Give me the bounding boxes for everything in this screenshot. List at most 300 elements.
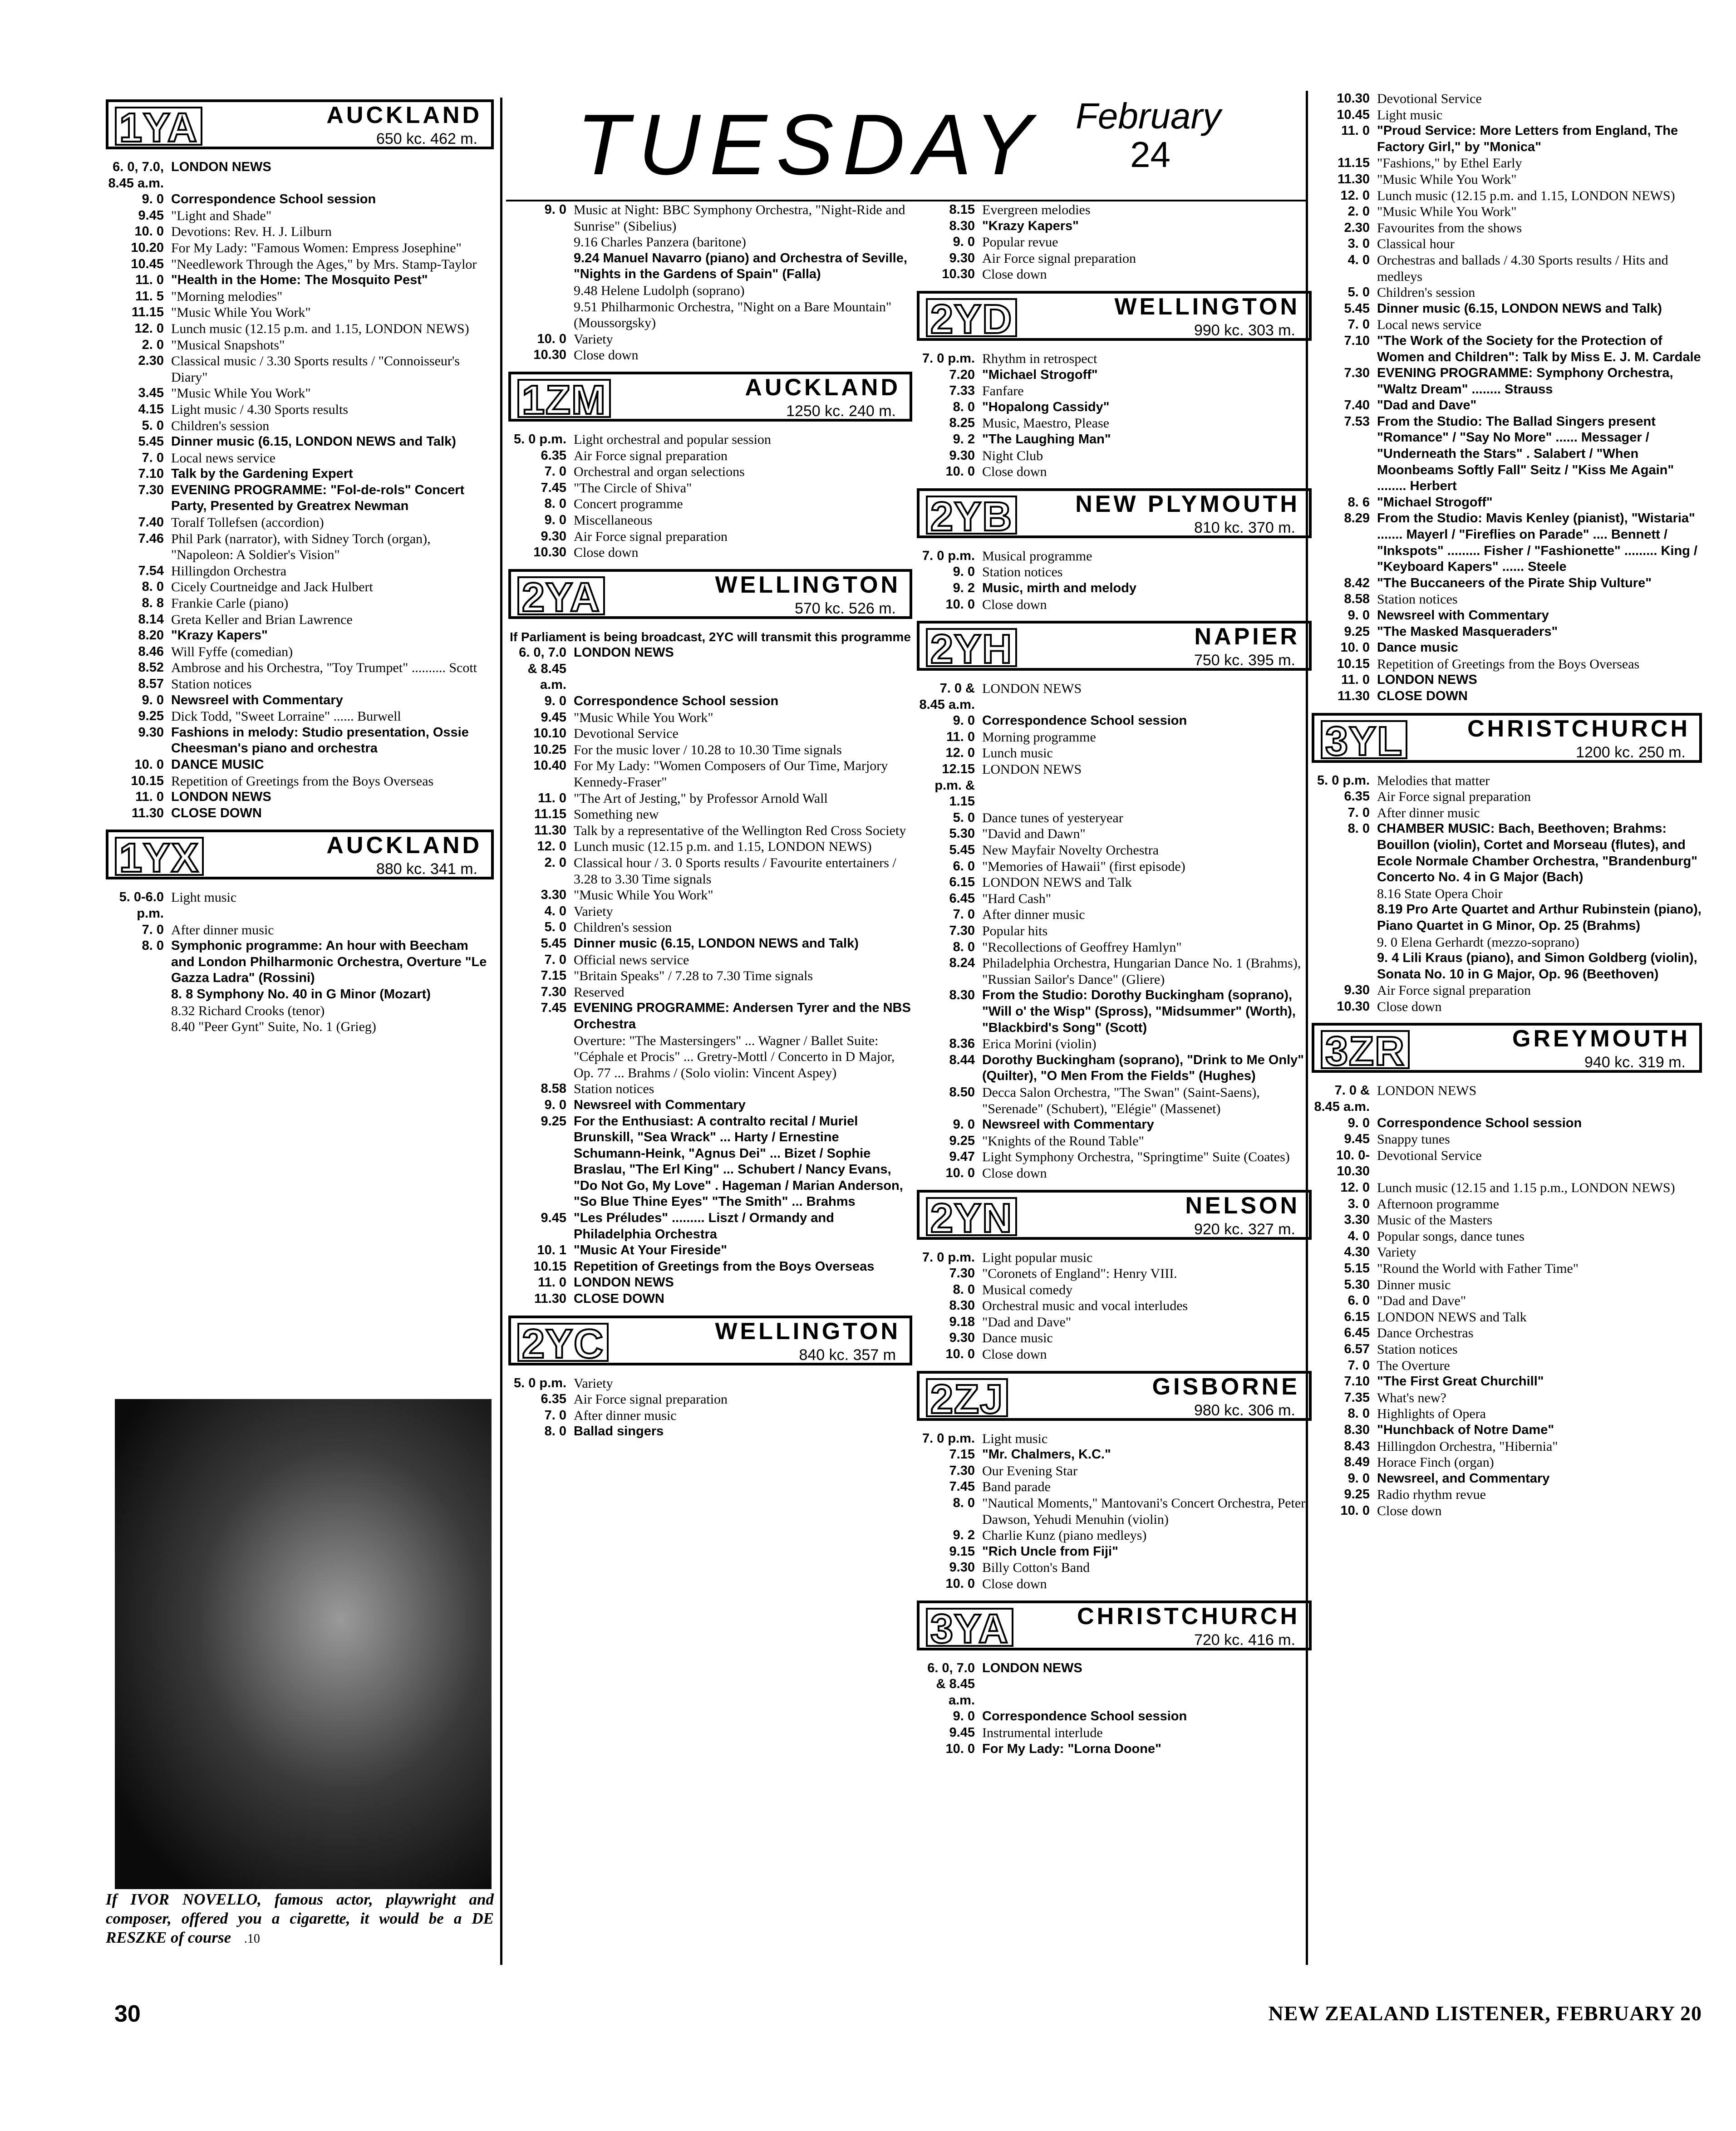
- entry-time: 10.15: [131, 773, 164, 788]
- entry-time: 8. 0: [953, 399, 975, 414]
- programme-entry: [106, 789, 494, 805]
- entry-programme: "Hard Cash": [982, 891, 1051, 906]
- entry-programme: Air Force signal preparation: [1377, 789, 1531, 805]
- programme-entry: [508, 1033, 912, 1081]
- programme-entry: [106, 725, 494, 757]
- entry-programme: Light music: [171, 890, 237, 905]
- entry-time: 8.58: [541, 1081, 566, 1096]
- programme-entry: [106, 805, 494, 822]
- station-city: NELSON: [1185, 1192, 1300, 1219]
- programme-entry: [1312, 252, 1702, 285]
- entry-programme: Orchestral music and vocal interludes: [982, 1298, 1188, 1314]
- entry-programme: 8. 8 Symphony No. 40 in G Minor (Mozart): [171, 987, 431, 1002]
- programme-entry: [106, 515, 494, 531]
- entry-programme: Variety: [1377, 1245, 1416, 1260]
- programme-entry: [1312, 640, 1702, 656]
- entry-time: 7.53: [1344, 414, 1370, 429]
- entry-programme: Highlights of Opera: [1377, 1406, 1486, 1422]
- entry-programme: Frankie Carle (piano): [171, 596, 289, 611]
- entry-programme: "Music While You Work": [574, 888, 713, 903]
- entry-time: 6. 0, 7.0 & 8.45 a.m.: [519, 645, 566, 692]
- entry-programme: "The Buccaneers of the Pirate Ship Vulture": [1377, 575, 1652, 590]
- programme-entry: [1312, 886, 1702, 902]
- entry-programme: Dinner music: [1377, 1277, 1451, 1292]
- entry-programme: 9.51 Philharmonic Orchestra, "Night on a Bare Mountain" (Moussorgsky): [574, 299, 892, 331]
- programme-entry: [508, 545, 912, 561]
- entry-time: 9.15: [949, 1544, 975, 1559]
- entry-programme: LONDON NEWS: [574, 645, 674, 660]
- entry-time: 8.25: [949, 416, 975, 431]
- programme-entry: [508, 887, 912, 903]
- entry-programme: 8.32 Richard Crooks (tenor): [171, 1003, 325, 1018]
- entry-time: 8.30: [949, 1298, 975, 1313]
- entry-programme: Radio rhythm revue: [1377, 1487, 1486, 1503]
- entry-programme: Station notices: [982, 565, 1063, 580]
- entry-time: 9. 0: [1347, 1115, 1370, 1130]
- programme-entry: [917, 874, 1312, 891]
- entry-programme: 8.40 "Peer Gynt" Suite, No. 1 (Grieg): [171, 1019, 376, 1035]
- entry-time: 2.30: [138, 354, 164, 368]
- entry-time: 8. 0: [142, 938, 164, 953]
- entry-programme: Music, mirth and melody: [982, 580, 1136, 595]
- programme-entry: [1312, 688, 1702, 705]
- block-spacer: [917, 1757, 1312, 1763]
- entry-programme: "Mr. Chalmers, K.C.": [982, 1447, 1111, 1462]
- programme-entry: [508, 791, 912, 807]
- entry-time: 5. 0: [142, 418, 164, 433]
- entry-time: 7. 0: [142, 922, 164, 937]
- entry-time: 11.15: [534, 807, 566, 822]
- programme-entry: [508, 432, 912, 448]
- programme-entry: [917, 202, 1312, 218]
- entry-time: 7. 0: [544, 1408, 566, 1423]
- programme-entry: [917, 234, 1312, 250]
- photo-caption: [106, 1890, 494, 1949]
- entry-programme: Hillingdon Orchestra, "Hibernia": [1377, 1439, 1558, 1454]
- block-spacer: [917, 1182, 1312, 1188]
- block-spacer: [1312, 1519, 1702, 1526]
- programme-entry: [1312, 902, 1702, 934]
- entry-programme: "David and Dawn": [982, 826, 1086, 842]
- entry-programme: Classical hour: [1377, 236, 1455, 252]
- programme-entry: [1312, 1487, 1702, 1503]
- entry-programme: Miscellaneous: [574, 512, 653, 528]
- entry-programme: "Michael Strogoff": [1377, 495, 1493, 510]
- entry-programme: For My Lady: "Famous Women: Empress Josephine": [171, 240, 462, 255]
- entry-programme: Toralf Tollefsen (accordion): [171, 515, 324, 530]
- entry-time: 7.40: [138, 515, 164, 530]
- station-header: [106, 830, 494, 879]
- entry-time: 7. 0 p.m.: [922, 1431, 975, 1446]
- programme-entry: [917, 729, 1312, 746]
- entry-time: 9. 0: [544, 1097, 566, 1112]
- programme-entry: [508, 855, 912, 887]
- programme-entry: [106, 272, 494, 289]
- entry-programme: "The Work of the Society for the Protection of Women and Children": Talk by Miss E. J. M. Cardale: [1377, 333, 1701, 364]
- entry-programme: "Nautical Moments," Mantovani's Concert Orchestra, Peter Dawson, Yehudi Menuhin (violin): [982, 1496, 1306, 1527]
- programme-entry: [917, 1495, 1312, 1527]
- entry-time: 8. 0: [544, 496, 566, 511]
- programme-entry: [508, 1275, 912, 1291]
- programme-entry: [508, 202, 912, 234]
- entry-programme: Rhythm in retrospect: [982, 351, 1097, 366]
- programme-entry: [508, 234, 912, 250]
- programme-entry: [106, 240, 494, 256]
- entry-programme: Dance music: [982, 1331, 1053, 1346]
- entry-time: 7.30: [1344, 366, 1370, 381]
- entry-programme: Close down: [982, 464, 1047, 480]
- entry-programme: "Krazy Kapers": [171, 628, 268, 643]
- entry-programme: LONDON NEWS: [171, 160, 271, 174]
- entry-programme: Music, Maestro, Please: [982, 416, 1109, 431]
- programme-entry: [1312, 608, 1702, 624]
- programme-entry: [508, 742, 912, 758]
- programme-entry: [917, 1117, 1312, 1133]
- block-spacer: [917, 613, 1312, 619]
- station-header: [917, 1190, 1312, 1240]
- block-spacer: [1312, 705, 1702, 711]
- station-city: WELLINGTON: [715, 571, 900, 598]
- programme-entry: [106, 595, 494, 612]
- programme-entry: [106, 628, 494, 644]
- programme-entry: [917, 1431, 1312, 1447]
- entry-time: 5. 0 p.m.: [513, 432, 566, 447]
- programme-entry: [106, 482, 494, 515]
- entry-programme: Close down: [1377, 1503, 1442, 1518]
- programme-entry: [917, 250, 1312, 267]
- entry-programme: Variety: [574, 903, 613, 919]
- entry-time: 7.45: [541, 480, 566, 495]
- entry-programme: Air Force signal preparation: [574, 448, 728, 463]
- entry-programme: Lunch music (12.15 and 1.15 p.m., LONDON NEWS): [1377, 1180, 1675, 1196]
- entry-time: 12. 0: [1340, 188, 1370, 203]
- programme-entry: [917, 597, 1312, 613]
- entry-time: 11.30: [132, 805, 164, 820]
- entry-time: 7.15: [541, 968, 566, 983]
- entry-time: 10.45: [1337, 107, 1370, 122]
- entry-programme: "Music While You Work": [171, 386, 311, 401]
- entry-time: 9.30: [949, 448, 975, 463]
- entry-programme: Ambrose and his Orchestra, "Toy Trumpet" .......... Scott: [171, 660, 477, 676]
- entry-time: 7.45: [541, 1001, 566, 1016]
- programme-entry: [106, 612, 494, 628]
- entry-programme: Evergreen melodies: [982, 202, 1091, 217]
- programme-entry: [917, 1133, 1312, 1149]
- entry-programme: Light music: [982, 1431, 1048, 1446]
- entry-programme: Ballad singers: [574, 1424, 664, 1439]
- entry-programme: Snappy tunes: [1377, 1132, 1450, 1147]
- block-spacer: [508, 1307, 912, 1314]
- block-spacer: [508, 561, 912, 567]
- publication-footer: NEW ZEALAND LISTENER, FEBRUARY 20: [1268, 2002, 1702, 2025]
- programme-entry: [1312, 1309, 1702, 1326]
- programme-entry: [917, 826, 1312, 842]
- entry-programme: Close down: [574, 348, 639, 363]
- entry-time: 9. 0: [544, 512, 566, 527]
- programme-entry: [917, 842, 1312, 859]
- programme-entry: [1312, 789, 1702, 805]
- entry-time: 11.15: [132, 305, 164, 320]
- entry-time: 9. 2: [953, 580, 975, 595]
- programme-entry: [1312, 204, 1702, 220]
- entry-time: 9.25: [1344, 624, 1370, 639]
- station-header: [508, 372, 912, 422]
- entry-programme: Newsreel with Commentary: [574, 1097, 746, 1112]
- programme-entry: [917, 432, 1312, 448]
- station-frequency: 980 kc. 306 m.: [1194, 1401, 1295, 1419]
- entry-programme: EVENING PROGRAMME: "Fol-de-rols" Concert Party, Presented by Greatrex Newman: [171, 482, 465, 514]
- entry-time: 7. 0: [544, 952, 566, 967]
- programme-entry: [508, 919, 912, 936]
- column-1: [106, 98, 494, 1041]
- entry-time: 5. 0-6.0 p.m.: [119, 890, 164, 921]
- station-frequency: 990 kc. 303 m.: [1194, 321, 1295, 339]
- programme-entry: [917, 859, 1312, 875]
- entry-time: 8. 0: [953, 1496, 975, 1511]
- entry-programme: Repetition of Greetings from the Boys Overseas: [574, 1259, 875, 1274]
- station-frequency: 650 kc. 462 m.: [376, 130, 477, 147]
- entry-time: 7.40: [1344, 398, 1370, 413]
- entry-programme: Close down: [574, 545, 639, 560]
- entry-time: 3. 0: [1347, 236, 1370, 251]
- caption-text: If IVOR NOVELLO, famous actor, playwright and composer, offered you a cigarette, it would be a DE RESZKE of course: [106, 1890, 494, 1946]
- entry-programme: For My Lady: "Lorna Doone": [982, 1741, 1161, 1756]
- entry-time: 9. 0: [1347, 1471, 1370, 1486]
- entry-programme: LONDON NEWS: [982, 681, 1082, 697]
- entry-time: 7.10: [1344, 1374, 1370, 1389]
- programme-entry: [1312, 236, 1702, 252]
- entry-programme: Devotional Service: [1377, 1148, 1482, 1163]
- programme-entry: [106, 692, 494, 709]
- entry-programme: Light Symphony Orchestra, "Springtime" Suite (Coates): [982, 1149, 1290, 1165]
- date-label: 24: [1130, 134, 1170, 175]
- programme-entry: [917, 1527, 1312, 1544]
- entry-time: 10.40: [533, 758, 566, 773]
- entry-programme: "Health in the Home: The Mosquito Pest": [171, 273, 428, 288]
- entry-time: 10.20: [131, 240, 164, 255]
- entry-programme: "Round the World with Father Time": [1377, 1261, 1579, 1276]
- column-rule: [500, 98, 502, 1965]
- entry-time: 10. 0: [945, 1741, 975, 1756]
- entry-time: 9.47: [949, 1149, 975, 1164]
- programme-entry: [917, 464, 1312, 480]
- station-frequency: 840 kc. 357 m: [799, 1346, 896, 1364]
- entry-time: 12. 0: [1340, 1180, 1370, 1195]
- entry-programme: LONDON NEWS and Talk: [1377, 1309, 1527, 1325]
- entry-programme: Our Evening Star: [982, 1463, 1077, 1478]
- entry-programme: Devotions: Rev. H. J. Lilburn: [171, 224, 332, 240]
- entry-programme: Correspondence School session: [1377, 1115, 1582, 1130]
- entry-programme: Decca Salon Orchestra, "The Swan" (Saint-Saens), "Serenade" (Schubert), "Elégie" (Massenet): [982, 1085, 1260, 1116]
- programme-entry: [917, 1447, 1312, 1463]
- station-frequency: 720 kc. 416 m.: [1194, 1631, 1295, 1649]
- entry-time: 10.30: [1337, 999, 1370, 1014]
- entry-time: 4.30: [1344, 1245, 1370, 1260]
- entry-time: 9.18: [949, 1314, 975, 1329]
- programme-entry: [106, 773, 494, 790]
- column-4: [1312, 91, 1702, 1526]
- programme-entry: [1312, 398, 1702, 414]
- station-city: AUCKLAND: [745, 374, 900, 401]
- programme-entry: [1312, 773, 1702, 789]
- entry-time: 9.45: [1344, 1132, 1370, 1147]
- block-spacer: [1312, 1015, 1702, 1021]
- entry-programme: Fashions in melody: Studio presentation, Ossie Cheesman's piano and orchestra: [171, 725, 469, 756]
- station-header: [1312, 713, 1702, 763]
- entry-programme: Air Force signal preparation: [1377, 983, 1531, 998]
- programme-entry: [917, 1479, 1312, 1495]
- programme-entry: [508, 283, 912, 299]
- entry-programme: Billy Cotton's Band: [982, 1560, 1090, 1576]
- entry-time: 10. 0: [1340, 640, 1370, 655]
- entry-time: 7.54: [138, 563, 164, 578]
- entry-programme: Phil Park (narrator), with Sidney Torch (organ), "Napoleon: A Soldier's Vision": [171, 531, 431, 563]
- block-spacer: [508, 1440, 912, 1446]
- entry-programme: "Recollections of Geoffrey Hamlyn": [982, 939, 1182, 955]
- programme-entry: [1312, 999, 1702, 1015]
- programme-entry: [1312, 1390, 1702, 1406]
- programme-entry: [1312, 188, 1702, 204]
- entry-programme: Station notices: [1377, 592, 1458, 607]
- entry-time: 4. 0: [1347, 252, 1370, 267]
- entry-programme: Close down: [1377, 999, 1442, 1014]
- entry-time: 3. 0: [1347, 1196, 1370, 1211]
- programme-entry: [106, 450, 494, 466]
- entry-programme: After dinner music: [171, 922, 274, 938]
- entry-programme: EVENING PROGRAMME: Symphony Orchestra, "Waltz Dream" ........ Strauss: [1377, 366, 1673, 397]
- programme-entry: [508, 496, 912, 512]
- entry-time: 8.30: [949, 218, 975, 233]
- entry-programme: EVENING PROGRAMME: Andersen Tyrer and the NBS Orchestra: [574, 1001, 911, 1031]
- entry-programme: Close down: [982, 597, 1047, 612]
- station-call-sign: 3YL: [1321, 720, 1407, 759]
- programme-entry: [917, 351, 1312, 367]
- station-city: GISBORNE: [1152, 1373, 1300, 1400]
- programme-entry: [106, 337, 494, 354]
- entry-programme: "Music While You Work": [1377, 204, 1517, 220]
- programme-entry: [917, 1346, 1312, 1363]
- programme-entry: [1312, 172, 1702, 188]
- entry-time: 8.42: [1344, 575, 1370, 590]
- entry-programme: "Music While You Work": [1377, 172, 1517, 187]
- programme-entry: [508, 1424, 912, 1440]
- entry-programme: Newsreel with Commentary: [982, 1117, 1154, 1132]
- entry-time: 8. 0: [544, 1424, 566, 1439]
- programme-entry: [508, 903, 912, 920]
- programme-entry: [508, 448, 912, 464]
- entry-programme: "The First Great Churchill": [1377, 1374, 1544, 1389]
- entry-programme: "Dad and Dave": [1377, 1293, 1466, 1309]
- entry-programme: Close down: [982, 1576, 1047, 1591]
- entry-time: 7.30: [949, 1463, 975, 1478]
- entry-time: 8.30: [949, 988, 975, 1003]
- entry-time: 10. 0: [537, 331, 566, 346]
- entry-programme: Talk by the Gardening Expert: [171, 466, 353, 481]
- programme-entry: [917, 1085, 1312, 1117]
- programme-entry: [508, 512, 912, 529]
- entry-programme: "Rich Uncle from Fiji": [982, 1544, 1118, 1559]
- programme-entry: [1312, 333, 1702, 365]
- programme-entry: [508, 1375, 912, 1392]
- entry-programme: Talk by a representative of the Wellington Red Cross Society: [574, 823, 906, 838]
- entry-programme: Symphonic programme: An hour with Beecham and London Philharmonic Orchestra, Overture "Le Gazza Ladra" (Rossini): [171, 938, 487, 986]
- entry-time: 2. 0: [1347, 204, 1370, 219]
- entry-programme: Air Force signal preparation: [982, 250, 1136, 266]
- entry-time: 7.30: [949, 923, 975, 938]
- entry-programme: 9.48 Helene Ludolph (soprano): [574, 283, 745, 298]
- entry-programme: Musical comedy: [982, 1282, 1073, 1297]
- entry-time: 9. 0: [142, 692, 164, 707]
- programme-entry: [1312, 656, 1702, 673]
- programme-entry: [917, 564, 1312, 580]
- entry-time: 11.30: [534, 823, 566, 838]
- entry-time: 9.25: [138, 709, 164, 724]
- programme-entry: [1312, 1374, 1702, 1390]
- programme-entry: [917, 1149, 1312, 1165]
- entry-programme: Repetition of Greetings from the Boys Overseas: [1377, 656, 1640, 672]
- entry-programme: Close down: [982, 267, 1047, 282]
- programme-entry: [508, 693, 912, 710]
- programme-entry: [1312, 1341, 1702, 1358]
- programme-entry: [106, 922, 494, 938]
- entry-programme: Hillingdon Orchestra: [171, 563, 287, 579]
- programme-entry: [106, 224, 494, 240]
- entry-programme: Dance Orchestras: [1377, 1326, 1474, 1341]
- entry-time: 10. 0: [134, 224, 164, 239]
- station-call-sign: 2YD: [926, 298, 1017, 337]
- programme-entry: [1312, 1228, 1702, 1245]
- entry-programme: "Morning melodies": [171, 289, 283, 304]
- entry-programme: Children's session: [1377, 285, 1475, 300]
- entry-time: 10. 0: [945, 1165, 975, 1180]
- programme-entry: [1312, 1358, 1702, 1374]
- programme-entry: [917, 1036, 1312, 1052]
- programme-entry: [917, 1660, 1312, 1709]
- programme-entry: [508, 1000, 912, 1032]
- programme-entry: [106, 676, 494, 692]
- programme-entry: [1312, 365, 1702, 398]
- entry-programme: 8.19 Pro Arte Quartet and Arthur Rubinstein (piano), Piano Quartet in G Minor, Op. 25 (Brahms): [1377, 902, 1702, 933]
- station-call-sign: 1YA: [115, 107, 202, 146]
- entry-programme: Night Club: [982, 448, 1043, 463]
- entry-programme: After dinner music: [574, 1408, 677, 1423]
- entry-time: 11. 0: [135, 790, 164, 805]
- entry-programme: Morning programme: [982, 729, 1096, 745]
- programme-entry: [917, 448, 1312, 464]
- entry-time: 5.45: [541, 936, 566, 951]
- entry-time: 11. 0: [1341, 673, 1370, 687]
- station-call-sign: 1ZM: [517, 379, 611, 418]
- station-header: [917, 1371, 1312, 1421]
- entry-time: 6.15: [949, 875, 975, 890]
- entry-time: 6. 0: [953, 859, 975, 874]
- programme-entry: [917, 367, 1312, 383]
- entry-programme: Will Fyffe (comedian): [171, 644, 293, 659]
- programme-entry: [917, 548, 1312, 565]
- entry-time: 7. 0 p.m.: [922, 351, 975, 366]
- entry-programme: Light orchestral and popular session: [574, 432, 771, 447]
- programme-entry: [1312, 575, 1702, 592]
- entry-time: 7. 0: [953, 907, 975, 922]
- block-spacer: [508, 363, 912, 370]
- block-spacer: [106, 1035, 494, 1041]
- entry-programme: What's new?: [1377, 1390, 1446, 1405]
- month-label: February: [1076, 96, 1221, 136]
- entry-time: 7.45: [949, 1479, 975, 1494]
- entry-programme: "Memories of Hawaii" (first episode): [982, 859, 1185, 874]
- entry-time: 11.30: [534, 1291, 566, 1306]
- page-number: 30: [114, 2001, 141, 2027]
